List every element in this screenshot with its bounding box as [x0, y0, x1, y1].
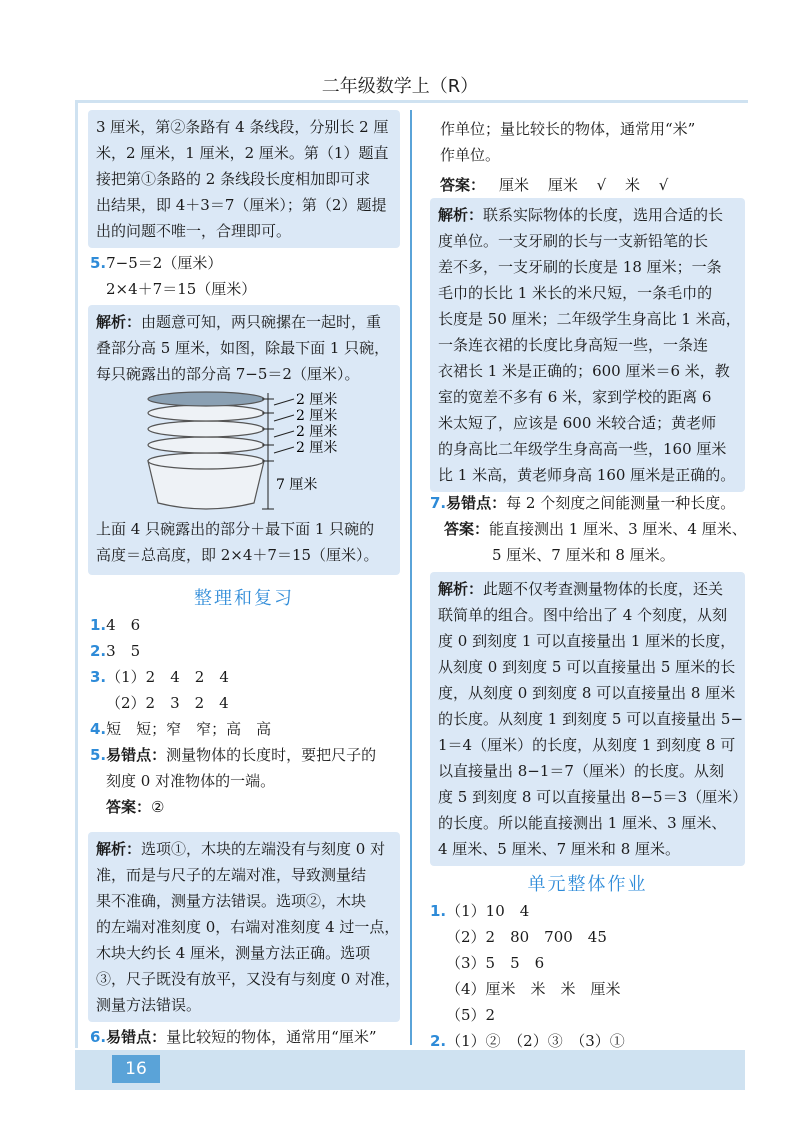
answer-label: 答案： [106, 798, 152, 816]
text-line: 果不准确，测量方法错误。选项②，木块 [96, 892, 367, 910]
answer-text: 厘米 [499, 176, 530, 194]
text-line: 1＝4（厘米）的长度，从刻度 1 到刻度 8 可 [438, 736, 736, 754]
question-number: 7. [430, 494, 447, 512]
text-line: 作单位；量比较长的物体，通常用“米” [440, 120, 696, 138]
figure-label: 7 厘米 [276, 477, 318, 493]
question-number: 2. [430, 1032, 447, 1050]
text-line: 刻度 0 对准物体的一端。 [106, 772, 276, 790]
question-7 [430, 490, 745, 568]
analysis-box-3 [88, 832, 400, 1022]
check-mark: √ [658, 176, 669, 194]
stacked-bowls-figure [96, 391, 396, 516]
question-5 [90, 250, 400, 302]
text-line: ③，尺子既没有放平，又没有与刻度 0 对准， [96, 970, 401, 988]
question-number: 5. [90, 746, 107, 764]
text-line: 毛巾的长比 1 米长的米尺短，一条毛巾的 [438, 284, 713, 302]
analysis-label: 解析： [438, 206, 484, 224]
bowl-rim [148, 437, 264, 453]
question-number: 6. [90, 1028, 107, 1046]
error-point-label: 易错点： [106, 1028, 167, 1046]
answer-label: 答案： [444, 520, 490, 538]
text-line: 准，而是与尺子的左端对准，导致测量结 [96, 866, 367, 884]
text-line: 米太短了，应该是 600 米较合适；黄老师 [438, 414, 717, 432]
text-line: 的长度。从刻度 1 到刻度 5 可以直接量出 5− [438, 710, 744, 728]
text-line: 一条连衣裙的长度比身高短一些，一条连 [438, 336, 709, 354]
answer-text: （1）2 4 2 4 [106, 668, 229, 686]
text-line: 叠部分高 5 厘米，如图，除最下面 1 只碗， [96, 339, 390, 357]
answer-text: 3 5 [106, 642, 141, 660]
answer-text: 5 厘米、7 厘米和 8 厘米。 [492, 546, 675, 564]
check-mark: √ [596, 176, 607, 194]
text-line: 米，2 厘米，1 厘米，2 厘米。第（1）题直 [96, 144, 389, 162]
text-line: 联系实际物体的长度，选用合适的长 [483, 206, 724, 224]
answer-text: 短 短；窄 窄；高 高 [106, 720, 272, 738]
column-divider [410, 110, 412, 1045]
text-line: 出的问题不唯一，合理即可。 [96, 222, 292, 240]
figure-label: 2 厘米 [296, 424, 338, 440]
text-line: 作单位。 [440, 146, 501, 164]
text-line: 长度是 50 厘米；二年级学生身高比 1 米高， [438, 310, 741, 328]
question-6-continued [440, 116, 740, 198]
answer-text: （2）2 3 2 4 [106, 694, 229, 712]
text-line: 度单位。一支牙刷的长与一支新铅笔的长 [438, 232, 709, 250]
analysis-label: 解析： [438, 580, 484, 598]
section-title-review: 整理和复习 [194, 588, 294, 609]
answer-line: 7−5＝2（厘米） [106, 254, 223, 272]
section-title-unit-homework: 单元整体作业 [527, 874, 648, 895]
text-line: 每 2 个刻度之间能测量一种长度。 [506, 494, 736, 512]
answer-text: 米 [624, 176, 640, 194]
bowl-rim [148, 453, 264, 469]
error-point-label: 易错点： [446, 494, 507, 512]
text-line: 的身高比二年级学生身高高一些，160 厘米 [438, 440, 727, 458]
text-line: 室的宽差不多有 6 米，家到学校的距离 6 [438, 388, 712, 406]
text-line: 度，从刻度 0 到刻度 8 可以直接量出 8 厘米 [438, 684, 736, 702]
footer-band [75, 1050, 745, 1090]
analysis-label: 解析： [96, 313, 142, 331]
question-number: 1. [430, 902, 447, 920]
answer-text: （3）5 5 6 [446, 954, 545, 972]
answer-text: ② [151, 798, 165, 816]
text-line: 联简单的组合。图中给出了 4 个刻度，从刻 [438, 606, 728, 624]
text-line: 接把第①条路的 2 条线段长度相加即可求 [96, 170, 371, 188]
text-line: 衣裙长 1 米是正确的；600 厘米＝6 米，教 [438, 362, 730, 380]
answer-line: 2×4＋7＝15（厘米） [106, 280, 257, 298]
answer-text: 4 6 [106, 616, 141, 634]
answer-text: 能直接测出 1 厘米、3 厘米、4 厘米、 [489, 520, 747, 538]
text-line: 从刻度 0 到刻度 5 可以直接量出 5 厘米的长 [438, 658, 736, 676]
text-line: 的左端对准刻度 0，右端对准刻度 4 过一点， [96, 918, 400, 936]
bowl-rim [148, 421, 264, 437]
text-line: 度 5 到刻度 8 可以直接量出 8−5＝3（厘米） [438, 788, 748, 806]
text-line: 上面 4 只碗露出的部分＋最下面 1 只碗的 [96, 520, 375, 538]
figure-label: 2 厘米 [296, 392, 338, 408]
question-number: 4. [90, 720, 107, 738]
answer-text: （4）厘米 米 米 厘米 [446, 980, 621, 998]
analysis-box-1 [88, 110, 400, 248]
figure-label: 2 厘米 [296, 408, 338, 424]
question-number: 1. [90, 616, 107, 634]
question-number: 5. [90, 254, 107, 272]
text-line: 量比较短的物体，通常用“厘米” [166, 1028, 377, 1046]
unit-homework-answers [430, 898, 745, 1054]
bowl-top [148, 392, 264, 406]
bowl-rim [148, 405, 264, 421]
text-line: 木块大约长 4 厘米，测量方法正确。选项 [96, 944, 371, 962]
text-line: 4 厘米、5 厘米、7 厘米和 8 厘米。 [438, 840, 681, 858]
text-line: 高度＝总高度，即 2×4＋7＝15（厘米）。 [96, 546, 379, 564]
question-6 [90, 1024, 400, 1050]
question-number: 2. [90, 642, 107, 660]
analysis-box-5 [430, 572, 748, 866]
text-line: 3 厘米，第②条路有 4 条线段，分别长 2 厘 [96, 118, 389, 136]
answer-text: 厘米 [547, 176, 578, 194]
analysis-label: 解析： [96, 840, 142, 858]
text-line: 测量物体的长度时，要把尺子的 [166, 746, 377, 764]
text-line: 以直接量出 8−1＝7（厘米）的长度。从刻 [438, 762, 724, 780]
answer-text: （1）② （2）③ （3）① [446, 1032, 625, 1050]
figure-label: 2 厘米 [296, 440, 338, 456]
text-line: 度 0 到刻度 1 可以直接量出 1 厘米的长度， [438, 632, 736, 650]
text-line: 选项①，木块的左端没有与刻度 0 对 [141, 840, 386, 858]
text-line: 每只碗露出的部分高 7−5＝2（厘米）。 [96, 365, 360, 383]
text-line: 由题意可知，两只碗摞在一起时，重 [141, 313, 382, 331]
answer-text: （5）2 [446, 1006, 496, 1024]
answer-label: 答案： [440, 176, 486, 194]
question-number: 3. [90, 668, 107, 686]
page-header: 二年级数学上（R） [321, 76, 479, 97]
analysis-box-2 [88, 305, 400, 575]
error-point-label: 易错点： [106, 746, 167, 764]
answer-text: （2）2 80 700 45 [446, 928, 607, 946]
analysis-box-4 [430, 198, 745, 492]
text-line: 此题不仅考查测量物体的长度，还关 [483, 580, 724, 598]
review-answers [90, 612, 400, 820]
page-number: 16 [112, 1055, 160, 1083]
text-line: 比 1 米高，黄老师身高 160 厘米是正确的。 [438, 466, 736, 484]
answer-text: （1）10 4 [446, 902, 530, 920]
text-line: 的长度。所以能直接测出 1 厘米、3 厘米、 [438, 814, 727, 832]
text-line: 差不多，一支牙刷的长度是 18 厘米；一条 [438, 258, 722, 276]
text-line: 测量方法错误。 [96, 996, 202, 1014]
text-line: 出结果，即 4＋3＝7（厘米）；第（2）题提 [96, 196, 387, 214]
